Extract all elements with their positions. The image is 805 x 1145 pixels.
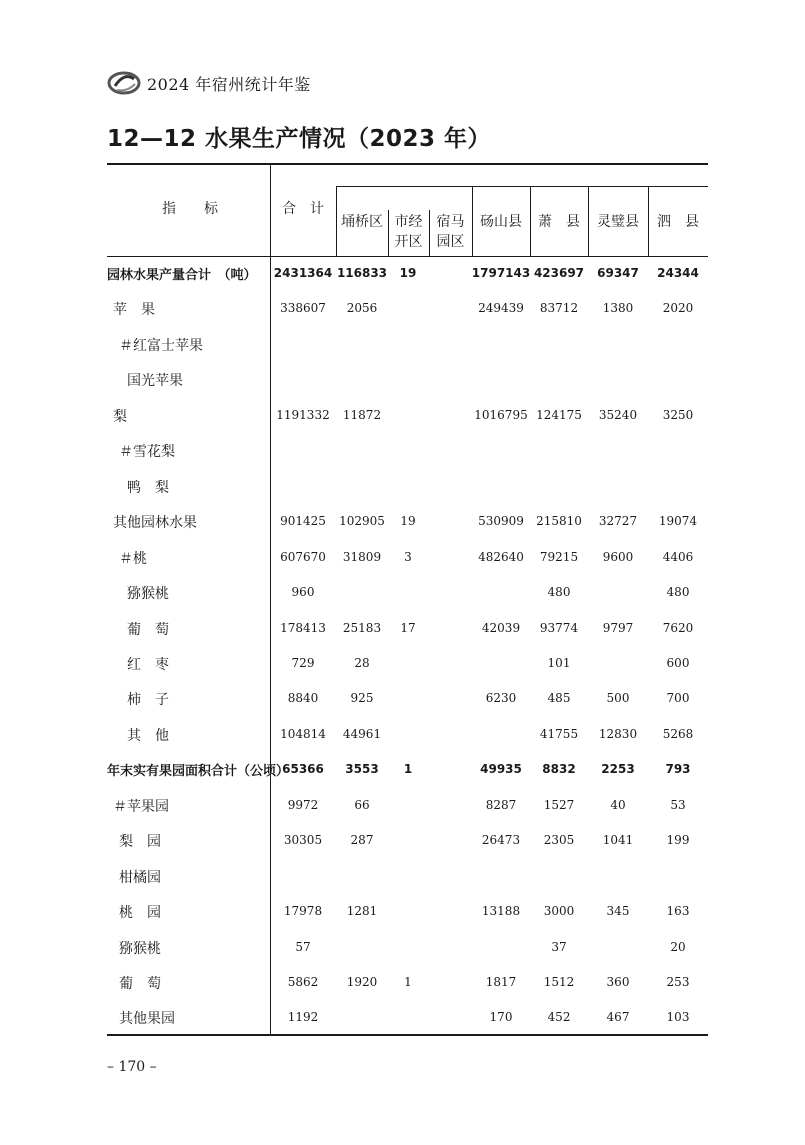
table-cell: 1920 — [346, 975, 378, 989]
table-cell: 3553 — [345, 762, 379, 776]
row-label: 柿 子 — [127, 692, 169, 708]
table-cell: 482640 — [478, 550, 524, 564]
col-header-shijing-line2: 开区 — [394, 234, 423, 250]
table-cell: 35240 — [598, 408, 638, 422]
table-cell: 600 — [666, 656, 690, 670]
table-cell: 124175 — [536, 408, 582, 422]
table-cell: 1512 — [543, 975, 575, 989]
table-cell: 480 — [547, 585, 571, 599]
table-cell: 2431364 — [273, 266, 333, 280]
table-cell: 452 — [547, 1010, 571, 1024]
table-cell: 9797 — [602, 621, 634, 635]
table-cell: 2020 — [662, 301, 694, 315]
table-cell: 9972 — [287, 798, 319, 812]
col-header-yongqiao: 埇桥区 — [341, 214, 383, 230]
table-cell: 215810 — [536, 514, 582, 528]
table-cell: 163 — [666, 904, 690, 918]
table-cell: 20 — [670, 940, 686, 954]
row-label: ＃红富士苹果 — [119, 338, 203, 354]
table-cell: 17978 — [283, 904, 323, 918]
table-cell: 7620 — [662, 621, 694, 635]
yearbook-logo-icon — [107, 70, 141, 96]
col-header-shijing-line1: 市经 — [394, 214, 423, 230]
row-label: 鸭 梨 — [127, 480, 169, 496]
row-label: 猕猴桃 — [119, 941, 161, 957]
row-label: ＃苹果园 — [113, 799, 169, 815]
table-cell: 2253 — [601, 762, 635, 776]
col-header-suma-line1: 宿马 — [436, 214, 465, 230]
table-cell: 44961 — [342, 727, 382, 741]
table-cell: 1281 — [346, 904, 378, 918]
table-cell: 25183 — [342, 621, 382, 635]
table-cell: 5268 — [662, 727, 694, 741]
table-cell: 1191332 — [276, 408, 330, 422]
table-cell: 79215 — [539, 550, 579, 564]
table-cell: 41755 — [539, 727, 579, 741]
row-label: 苹 果 — [113, 302, 155, 318]
table-cell: 8840 — [287, 691, 319, 705]
table-cell: 12830 — [598, 727, 638, 741]
row-label: 梨 — [113, 409, 127, 425]
table-cell: 83712 — [539, 301, 579, 315]
table-cell: 6230 — [485, 691, 517, 705]
table-cell: 3000 — [543, 904, 575, 918]
table-cell: 500 — [606, 691, 630, 705]
table-cell: 729 — [291, 656, 315, 670]
col-header-indicator: 指 标 — [162, 201, 218, 217]
row-label: 其他园林水果 — [113, 515, 197, 531]
col-divider — [270, 165, 271, 1034]
col-header-dangshan: 砀山县 — [480, 214, 522, 230]
table-cell: 3 — [404, 550, 412, 564]
table-cell: 1380 — [602, 301, 634, 315]
running-header-text: 2024 年宿州统计年鉴 — [147, 74, 311, 94]
table-cell: 345 — [606, 904, 630, 918]
row-label: 园林水果产量合计 （吨） — [107, 268, 257, 283]
table-cell: 199 — [666, 833, 690, 847]
row-label: ＃桃 — [119, 551, 147, 567]
table-title: 12—12 水果生产情况（2023 年） — [107, 126, 492, 152]
table-cell: 11872 — [342, 408, 382, 422]
row-label: 葡 萄 — [127, 622, 169, 638]
col-header-xiao: 萧 县 — [538, 214, 580, 230]
table-cell: 249439 — [478, 301, 524, 315]
row-label: 年末实有果园面积合计（公顷） — [107, 764, 290, 779]
table-cell: 101 — [547, 656, 571, 670]
table-cell: 31809 — [342, 550, 382, 564]
table-cell: 32727 — [598, 514, 638, 528]
table-cell: 8287 — [485, 798, 517, 812]
row-label: 红 枣 — [127, 657, 169, 673]
table-cell: 65366 — [282, 762, 324, 776]
col-header-suma — [429, 212, 472, 252]
table-cell: 66 — [354, 798, 370, 812]
table-cell: 93774 — [539, 621, 579, 635]
col-header-lingbi: 灵璧县 — [597, 214, 639, 230]
table-cell: 960 — [291, 585, 315, 599]
row-label: 其他果园 — [119, 1011, 175, 1027]
table-cell: 116833 — [336, 266, 388, 280]
table-cell: 57 — [295, 940, 311, 954]
table-cell: 178413 — [280, 621, 326, 635]
table-cell: 287 — [350, 833, 374, 847]
row-label: 桃 园 — [119, 905, 161, 921]
col-header-shijing — [388, 212, 429, 252]
table-top-rule — [107, 163, 708, 165]
table-cell: 3250 — [662, 408, 694, 422]
table-cell: 1192 — [287, 1010, 319, 1024]
row-label: 其 他 — [127, 728, 169, 744]
table-cell: 5862 — [287, 975, 319, 989]
table-cell: 26473 — [481, 833, 521, 847]
table-cell: 102905 — [339, 514, 385, 528]
row-label: 猕猴桃 — [127, 586, 169, 602]
table-cell: 1016795 — [474, 408, 528, 422]
table-cell: 423697 — [533, 266, 585, 280]
table-cell: 360 — [606, 975, 630, 989]
table-cell: 700 — [666, 691, 690, 705]
col-header-suma-line2: 园区 — [436, 234, 465, 250]
table-cell: 30305 — [283, 833, 323, 847]
table-cell: 467 — [606, 1010, 630, 1024]
table-cell: 28 — [354, 656, 370, 670]
col-header-total: 合 计 — [282, 201, 324, 217]
table-cell: 1797143 — [471, 266, 531, 280]
table-cell: 793 — [665, 762, 691, 776]
table-cell: 1817 — [485, 975, 517, 989]
table-cell: 13188 — [481, 904, 521, 918]
table-cell: 37 — [551, 940, 567, 954]
table-cell: 24344 — [657, 266, 699, 280]
row-label: 柑橘园 — [119, 870, 161, 886]
table-bottom-rule — [107, 1034, 708, 1036]
table-cell: 17 — [400, 621, 416, 635]
table-cell: 9600 — [602, 550, 634, 564]
header-bottom-rule — [107, 256, 708, 257]
row-label: 葡 萄 — [119, 976, 161, 992]
table-cell: 607670 — [280, 550, 326, 564]
table-cell: 925 — [350, 691, 374, 705]
table-cell: 49935 — [480, 762, 522, 776]
table-cell: 1041 — [602, 833, 634, 847]
district-group-rule — [336, 186, 472, 187]
county-group-rule — [472, 186, 708, 187]
table-cell: 1527 — [543, 798, 575, 812]
table-cell: 53 — [670, 798, 686, 812]
table-cell: 42039 — [481, 621, 521, 635]
table-cell: 485 — [547, 691, 571, 705]
running-header — [107, 66, 311, 100]
table-cell: 19 — [399, 266, 417, 280]
table-cell: 2305 — [543, 833, 575, 847]
row-label: 国光苹果 — [127, 373, 183, 389]
table-cell: 69347 — [597, 266, 639, 280]
table-cell: 901425 — [280, 514, 326, 528]
table-cell: 4406 — [662, 550, 694, 564]
table-cell: 40 — [610, 798, 626, 812]
col-header-si: 泗 县 — [657, 214, 699, 230]
table-cell: 103 — [666, 1010, 690, 1024]
table-cell: 530909 — [478, 514, 524, 528]
table-cell: 1 — [404, 975, 412, 989]
page-number: – 170 – — [107, 1059, 157, 1075]
table-cell: 253 — [666, 975, 690, 989]
table-cell: 19074 — [658, 514, 698, 528]
row-label: ＃雪花梨 — [119, 444, 175, 460]
row-label: 梨 园 — [119, 834, 161, 850]
table-cell: 8832 — [542, 762, 576, 776]
table-cell: 2056 — [346, 301, 378, 315]
table-cell: 104814 — [280, 727, 326, 741]
table-cell: 480 — [666, 585, 690, 599]
table-cell: 1 — [403, 762, 413, 776]
table-cell: 19 — [400, 514, 416, 528]
table-cell: 338607 — [280, 301, 326, 315]
table-cell: 170 — [489, 1010, 513, 1024]
